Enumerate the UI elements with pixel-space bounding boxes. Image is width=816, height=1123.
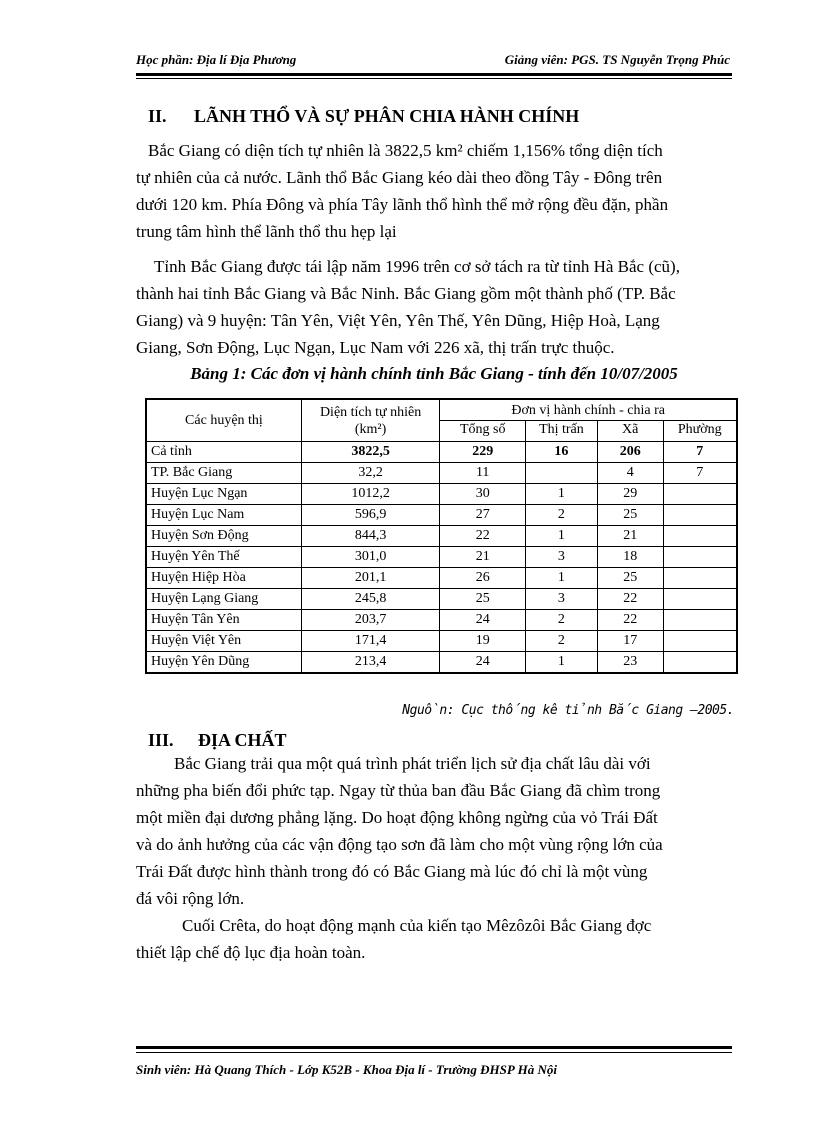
cell-ward (663, 610, 737, 631)
cell-name: Huyện Việt Yên (146, 631, 301, 652)
cell-ward (663, 547, 737, 568)
cell-total: 27 (440, 505, 526, 526)
text-line: một miền đại dương phẳng lặng. Do hoạt động không ngừng của vỏ Trái Đất (136, 808, 658, 827)
cell-total: 26 (440, 568, 526, 589)
text-line: tự nhiên của cả nước. Lãnh thổ Bắc Giang kéo dài theo đồng Tây - Đông trên (136, 168, 663, 187)
section-3-number: III. (148, 730, 174, 750)
cell-town: 2 (526, 505, 598, 526)
cell-town: 1 (526, 568, 598, 589)
text-line: thiết lập chế độ lục địa hoàn toàn. (136, 943, 366, 962)
cell-commune: 18 (597, 547, 663, 568)
cell-commune: 206 (597, 442, 663, 463)
cell-ward (663, 589, 737, 610)
cell-name: Cả tỉnh (146, 442, 301, 463)
section-2-paragraph-1 (136, 137, 732, 245)
footer-student: Sinh viên: Hà Quang Thích - Lớp K52B - Khoa Địa lí - Trường ĐHSP Hà Nội (136, 1062, 557, 1077)
table-source: Nguồn: Cục thống kê tỉnh Bắc Giang —2005. (402, 703, 734, 718)
cell-ward (663, 505, 737, 526)
col-header-group: Đơn vị hành chính - chia ra (440, 399, 737, 421)
cell-area: 203,7 (301, 610, 439, 631)
text-line: Tỉnh Bắc Giang được tái lập năm 1996 trên cơ sở tách ra từ tỉnh Hà Bắc (cũ), (154, 257, 680, 276)
cell-area: 245,8 (301, 589, 439, 610)
cell-name: Huyện Yên Dũng (146, 652, 301, 674)
cell-name: Huyện Tân Yên (146, 610, 301, 631)
cell-total: 21 (440, 547, 526, 568)
text-line: thành hai tỉnh Bắc Giang và Bắc Ninh. Bắc Giang gồm một thành phố (TP. Bắc (136, 284, 676, 303)
table-row (146, 526, 737, 547)
col-header-total: Tổng số (440, 421, 526, 442)
cell-area: 213,4 (301, 652, 439, 674)
cell-town: 1 (526, 652, 598, 674)
cell-ward (663, 652, 737, 674)
text-line: đá vôi rộng lớn. (136, 889, 245, 908)
cell-area: 1012,2 (301, 484, 439, 505)
cell-ward: 7 (663, 442, 737, 463)
table-row (146, 463, 737, 484)
cell-name: Huyện Lục Nam (146, 505, 301, 526)
table-header-row (146, 399, 737, 421)
cell-name: Huyện Hiệp Hòa (146, 568, 301, 589)
section-3-title: ĐỊA CHẤT (198, 730, 287, 750)
section-3-paragraph-1 (136, 750, 732, 912)
cell-ward (663, 631, 737, 652)
cell-commune: 21 (597, 526, 663, 547)
cell-area: 201,1 (301, 568, 439, 589)
cell-name: TP. Bắc Giang (146, 463, 301, 484)
col-header-unit: Các huyện thị (146, 399, 301, 442)
footer-rule-thin (136, 1052, 732, 1053)
cell-name: Huyện Lạng Giang (146, 589, 301, 610)
cell-name: Huyện Sơn Động (146, 526, 301, 547)
cell-town: 1 (526, 526, 598, 547)
table-row (146, 652, 737, 674)
cell-town: 2 (526, 631, 598, 652)
section-2-number: II. (148, 106, 167, 126)
cell-town: 3 (526, 589, 598, 610)
text-line: Giang) và 9 huyện: Tân Yên, Việt Yên, Yên Thế, Yên Dũng, Hiệp Hoà, Lạng (136, 311, 660, 330)
table-row (146, 484, 737, 505)
text-line: Bắc Giang trải qua một quá trình phát triển lịch sử địa chất lâu dài với (174, 754, 651, 773)
admin-units-table (145, 398, 738, 674)
section-2-title: LÃNH THỔ VÀ SỰ PHÂN CHIA HÀNH CHÍNH (194, 106, 580, 126)
cell-commune: 17 (597, 631, 663, 652)
cell-commune: 22 (597, 610, 663, 631)
text-line: Giang, Sơn Động, Lục Ngạn, Lục Nam với 226 xã, thị trấn trực thuộc. (136, 338, 615, 357)
cell-total: 11 (440, 463, 526, 484)
cell-name: Huyện Lục Ngạn (146, 484, 301, 505)
text-line: Trái Đất được hình thành trong đó có Bắc Giang mà lúc đó chỉ là một vùng (136, 862, 648, 881)
cell-commune: 25 (597, 568, 663, 589)
cell-ward: 7 (663, 463, 737, 484)
cell-commune: 25 (597, 505, 663, 526)
cell-ward (663, 484, 737, 505)
cell-commune: 23 (597, 652, 663, 674)
section-3-heading (148, 730, 287, 751)
cell-commune: 4 (597, 463, 663, 484)
cell-total: 24 (440, 652, 526, 674)
header-rule-thin (136, 78, 732, 79)
cell-total: 229 (440, 442, 526, 463)
col-header-town: Thị trấn (526, 421, 598, 442)
cell-total: 19 (440, 631, 526, 652)
cell-total: 22 (440, 526, 526, 547)
table-row (146, 631, 737, 652)
table-row (146, 442, 737, 463)
cell-name: Huyện Yên Thế (146, 547, 301, 568)
text-line: Bắc Giang có diện tích tự nhiên là 3822,5 km² chiếm 1,156% tổng diện tích (148, 141, 663, 160)
footer-rule-thick (136, 1046, 732, 1049)
cell-area: 596,9 (301, 505, 439, 526)
cell-ward (663, 568, 737, 589)
header-rule-thick (136, 73, 732, 76)
text-line: và do ảnh hưởng của các vận động tạo sơn đã làm cho một vùng rộng lớn của (136, 835, 663, 854)
table-row (146, 505, 737, 526)
cell-area: 171,4 (301, 631, 439, 652)
cell-total: 25 (440, 589, 526, 610)
cell-commune: 29 (597, 484, 663, 505)
cell-area: 301,0 (301, 547, 439, 568)
cell-area: 32,2 (301, 463, 439, 484)
cell-town: 2 (526, 610, 598, 631)
table-caption: Bảng 1: Các đơn vị hành chính tỉnh Bắc Giang - tính đến 10/07/2005 (190, 364, 678, 383)
cell-total: 30 (440, 484, 526, 505)
cell-area: 844,3 (301, 526, 439, 547)
section-3-paragraph-2 (136, 912, 732, 966)
col-header-area-label: Diện tích tự nhiên (319, 404, 422, 420)
col-header-commune: Xã (597, 421, 663, 442)
col-header-area-unit: (km²) (354, 421, 387, 437)
section-2-heading (148, 106, 579, 127)
col-header-ward: Phường (663, 421, 737, 442)
cell-town: 1 (526, 484, 598, 505)
cell-total: 24 (440, 610, 526, 631)
text-line: Cuối Crêta, do hoạt động mạnh của kiến tạo Mêzôzôi Bắc Giang đợc (182, 916, 652, 935)
text-line: dưới 120 km. Phía Đông và phía Tây lãnh thổ hình thể mở rộng đều đặn, phần (136, 195, 669, 214)
header-lecturer: Giảng viên: PGS. TS Nguyễn Trọng Phúc (504, 52, 730, 67)
cell-town (526, 463, 598, 484)
cell-commune: 22 (597, 589, 663, 610)
section-2-paragraph-2 (136, 253, 732, 361)
col-header-area (301, 399, 439, 442)
table-body (146, 442, 737, 674)
text-line: những pha biến đổi phức tạp. Ngay từ thủa ban đầu Bắc Giang đã chìm trong (136, 781, 661, 800)
cell-town: 16 (526, 442, 598, 463)
cell-area: 3822,5 (301, 442, 439, 463)
table-row (146, 547, 737, 568)
cell-ward (663, 526, 737, 547)
header-course: Học phần: Địa lí Địa Phương (136, 52, 297, 67)
text-line: trung tâm hình thể lãnh thổ thu hẹp lại (136, 222, 397, 241)
table-row (146, 610, 737, 631)
table-row (146, 589, 737, 610)
table-row (146, 568, 737, 589)
cell-town: 3 (526, 547, 598, 568)
